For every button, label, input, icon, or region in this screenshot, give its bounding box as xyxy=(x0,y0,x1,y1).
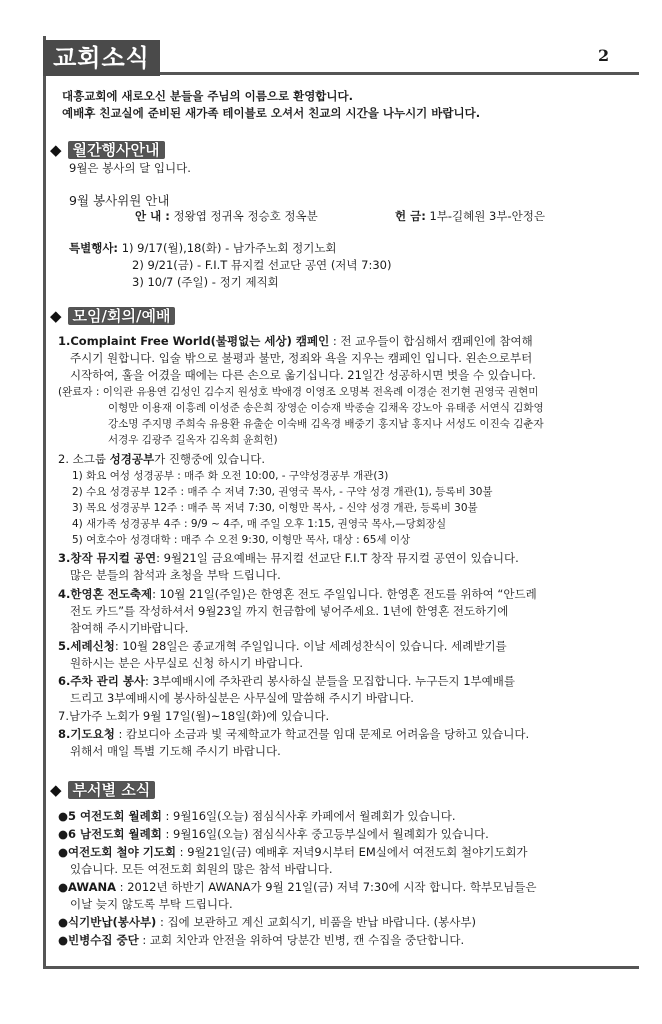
dept-item-womens-5: ●5 여전도회 월례회 : 9월16일(오늘) 점심식사후 카페에서 월례회가 있습니다. xyxy=(58,809,456,823)
special-event-2: 2) 9/21(금) - F.I.T 뮤지컬 선교단 공연 (저녁 7:30) xyxy=(132,258,392,272)
dept-item-awana: ●AWANA : 2012년 하반기 AWANA가 9월 21일(금) 저녁 7:30에 시작 합니다. 학부모님들은 xyxy=(58,880,537,894)
dept-item-mens-6: ●6 남전도회 월례회 : 9월16일(오늘) 점심식사후 중고등부실에서 월례회가 있습니다. xyxy=(58,827,489,841)
baptism-line: 원하시는 분은 사무실로 신청 하시기 바랍니다. xyxy=(70,656,304,670)
list-item-parking: 6.주차 관리 봉사: 3부예배시에 주차관리 봉사하실 분들을 모집합니다. 누구든지 1부예배를 xyxy=(58,674,515,688)
campaign-line: 시작하여, 훌을 어겼을 때에는 다른 손으로 옮기십니다. 21일간 성공하시면 벗을 수 있습니다. xyxy=(70,368,536,382)
campaign-line: (완료자 : 이익관 유용연 김성인 김수지 원성호 박애경 이영조 오명복 전옥례 이경순 전기현 권영국 권현미 xyxy=(58,386,539,398)
list-item-musical: 3.창작 뮤지컬 공연: 9월21일 금요예배는 뮤지컬 선교단 F.I.T 창작 뮤지컬 공연이 있습니다. xyxy=(58,551,519,565)
bible-study-line: 5) 여호수아 성경대학 : 매주 수 오전 9:30, 이형만 목사, 대상 : 65세 이상 xyxy=(72,534,411,546)
list-item-bible-study: 2. 소그룹 성경공부가 진행중에 있습니다. xyxy=(58,452,266,466)
dept-item-bottles: ●빈병수집 중단 : 교회 치안과 안전을 위하여 당분간 빈병, 캔 수집을 중단합니다. xyxy=(58,933,465,947)
page-title: 교회소식 xyxy=(43,40,160,76)
welcome-line: 예배후 친교실에 준비된 새가족 테이블로 오셔서 친교의 시간을 나누시기 바랍니다. xyxy=(62,106,481,120)
page-number: 2 xyxy=(598,46,610,65)
parking-line: 드리고 3부예배시에 봉사하실분은 사무실에 말씀해 주시기 바랍니다. xyxy=(70,691,414,705)
evangelism-line: 참여해 주시기바랍니다. xyxy=(70,621,189,635)
bible-study-line: 3) 목요 성경공부 12주 : 매주 목 저녁 7:30, 이형만 목사, - 신약 성경 개관, 등록비 30불 xyxy=(72,502,478,514)
bible-study-line: 4) 새가족 성경공부 4주 : 9/9 ~ 4주, 매 주일 오후 1:15, 권영국 목사,—당회장실 xyxy=(72,518,447,530)
header-rule xyxy=(160,72,639,75)
dept-item-dishes: ●식기반납(봉사부) : 집에 보관하고 계신 교회식기, 비품을 반납 바랍니다. (봉사부) xyxy=(58,915,476,929)
list-item-presbytery: 7.남가주 노회가 9월 17일(월)~18일(화)에 있습니다. xyxy=(58,709,330,723)
special-event-1: 특별행사: 1) 9/17(월),18(화) - 남가주노회 정기노회 xyxy=(69,241,337,255)
prayer-line: 위해서 매일 특별 기도해 주시기 바랍니다. xyxy=(70,744,281,758)
list-item-baptism: 5.세례신청: 10월 28일은 종교개혁 주일입니다. 이날 세례성찬식이 있습니다. 세례받기를 xyxy=(58,639,507,653)
evangelism-line: 전도 카드”를 작성하셔서 9월23일 까지 헌금함에 넣어주세요. 1년에 한영혼 전도하기에 xyxy=(70,604,509,618)
musical-line: 많은 분들의 참석과 초청을 부탁 드립니다. xyxy=(70,568,281,582)
usher-line: 안 내 : 정왕엽 정귀옥 정승호 정옥분 xyxy=(135,209,318,223)
list-item-evangelism: 4.한영혼 전도축제: 10월 21일(주일)은 한영혼 전도 주일입니다. 한영혼 전도를 위하여 “안드레 xyxy=(58,587,537,601)
campaign-line: 이형만 이용재 이흥례 이성준 송은희 장영순 이승재 박종술 김채옥 강노아 유태종 서연식 김화영 xyxy=(108,402,544,414)
bible-study-line: 2) 수요 성경공부 12주 : 매주 수 저녁 7:30, 권영국 목사, - 구약 성경 개관(1), 등록비 30불 xyxy=(72,486,493,498)
bible-study-line: 1) 화요 여성 성경공부 : 매주 화 오전 10:00, - 구약성경공부 개관(3) xyxy=(72,470,389,482)
committee-title: 9월 봉사위원 안내 xyxy=(69,193,170,208)
campaign-line: 주시기 원합니다. 입술 밖으로 불평과 불만, 정죄와 욕을 지우는 캠페인 입니다. 왼손으로부터 xyxy=(70,351,533,365)
offering-line: 헌 금: 1부-길혜원 3부-안정은 xyxy=(395,209,545,223)
list-item-prayer: 8.기도요청 : 캄보디아 소금과 빛 국제학교가 학교건물 임대 문제로 어려움을 당하고 있습니다. xyxy=(58,727,530,741)
diamond-icon: ◆ xyxy=(50,307,62,325)
diamond-icon: ◆ xyxy=(50,141,62,159)
month-theme: 9월은 봉사의 달 입니다. xyxy=(69,161,191,175)
campaign-line: 강소명 주지명 주희숙 유용환 유출순 이숙배 김옥경 배중기 홍지남 홍지나 서성도 이진숙 김춘자 xyxy=(108,418,544,430)
list-item-campaign: 1.Complaint Free World(불평없는 세상) 캠페인 : 전 교우들이 합심해서 캠페인에 참여해 xyxy=(58,334,533,348)
special-event-3: 3) 10/7 (주일) - 정기 제직회 xyxy=(132,275,279,289)
section-heading-departments: ◆ 부서별 소식 xyxy=(50,780,155,800)
campaign-line: 서경우 김광주 길옥자 김옥희 윤희헌) xyxy=(108,434,278,446)
welcome-message xyxy=(62,88,480,122)
diamond-icon: ◆ xyxy=(50,781,62,799)
section-heading-monthly: ◆ 월간행사안내 xyxy=(50,140,165,160)
awana-line: 이날 늦지 않도록 부탁 드립니다. xyxy=(70,897,233,911)
section-heading-meetings: ◆ 모임/회의/예배 xyxy=(50,306,175,326)
dept-item-womens-prayer: ●여전도회 철야 기도회 : 9월21일(금) 예배후 저녁9시부터 EM실에서 여전도회 철야기도회가 xyxy=(58,845,528,859)
womens-prayer-line: 있습니다. 모든 여전도회 회원의 많은 참석 바랍니다. xyxy=(70,862,333,876)
welcome-line: 대흥교회에 새로오신 분들을 주님의 이름으로 환영합니다. xyxy=(62,89,354,103)
